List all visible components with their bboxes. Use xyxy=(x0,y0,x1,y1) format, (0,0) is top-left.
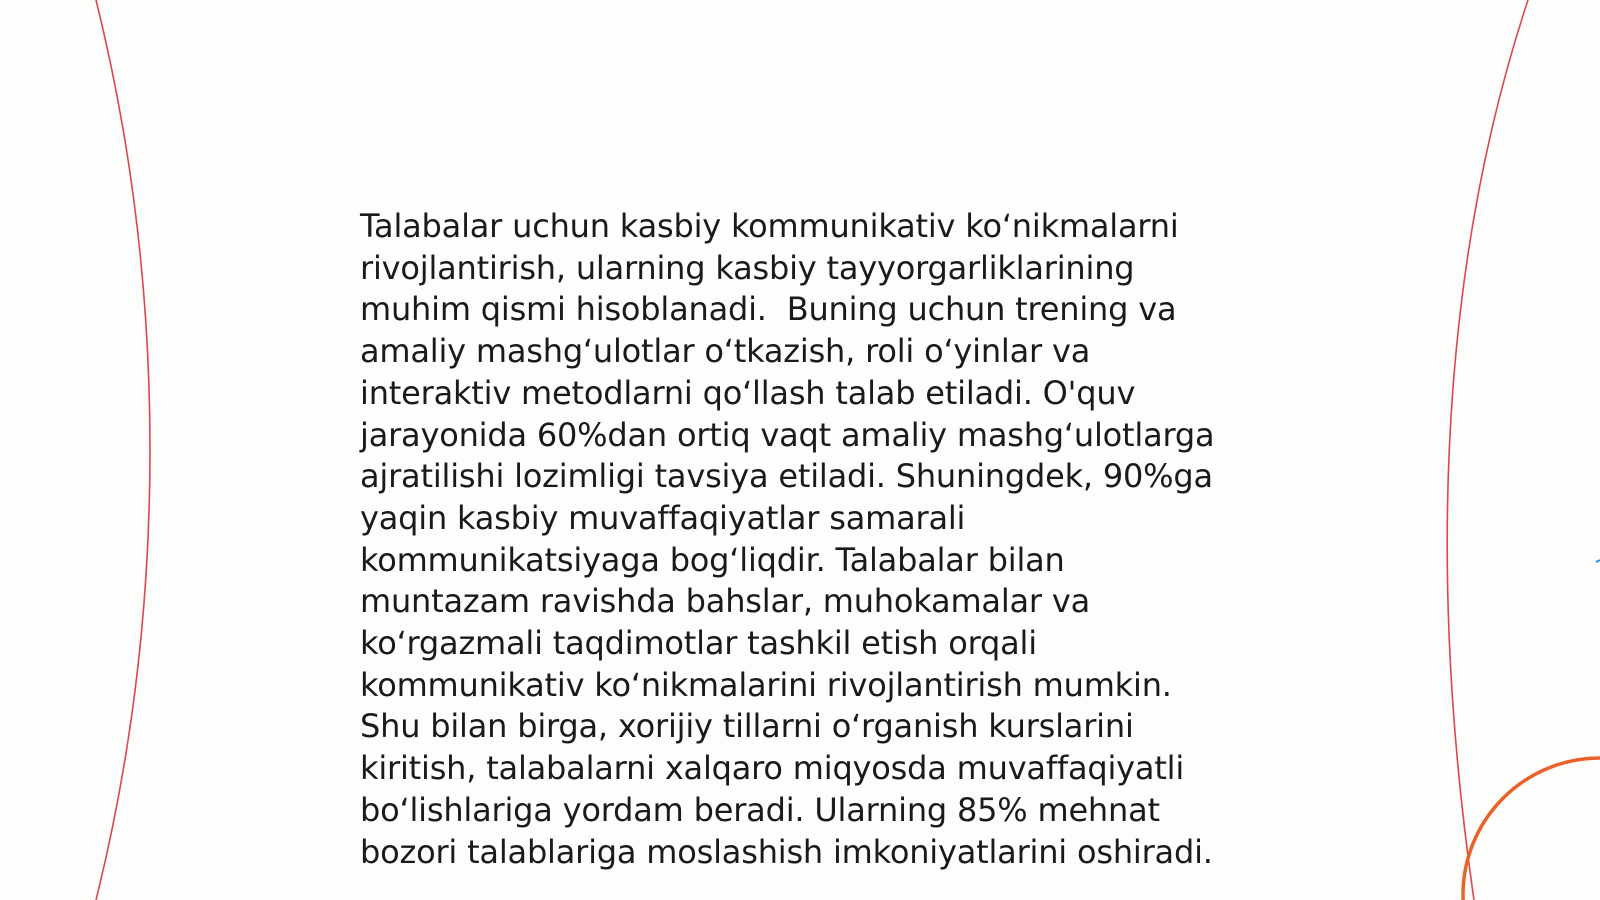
blue-tick-decoration xyxy=(1596,560,1600,562)
body-line: kommunikatsiyaga bogʻliqdir. Talabalar bilan xyxy=(360,540,1065,579)
body-line: yaqin kasbiy muvaffaqiyatlar samarali xyxy=(360,498,966,537)
body-line: kiritish, talabalarni xalqaro miqyosda muvaffaqiyatli xyxy=(360,749,1185,788)
body-line: amaliy mashgʻulotlar oʻtkazish, roli oʻyinlar va xyxy=(360,332,1091,371)
left-arc-line xyxy=(96,0,150,900)
body-line: rivojlantirish, ularning kasbiy tayyorgarliklarining xyxy=(360,248,1135,287)
body-line: Shu bilan birga, xorijiy tillarni oʻrganish kurslarini xyxy=(360,707,1134,746)
body-line: muntazam ravishda bahslar, muhokamalar va xyxy=(360,582,1091,621)
body-line: interaktiv metodlarni qoʻllash talab etiladi. O'quv xyxy=(360,373,1136,412)
body-line: ajratilishi lozimligi tavsiya etiladi. Shuningdek, 90%ga xyxy=(360,457,1213,496)
body-line: boʻlishlariga yordam beradi. Ularning 85% mehnat xyxy=(360,790,1160,829)
right-arc-line xyxy=(1447,0,1528,900)
body-line: muhim qismi hisoblanadi. Buning uchun trening va xyxy=(360,290,1177,329)
body-line: Talabalar uchun kasbiy kommunikativ koʻnikmalarni xyxy=(360,207,1179,245)
body-line: kommunikativ koʻnikmalarini rivojlantirish mumkin. xyxy=(360,665,1172,704)
slide-body-text xyxy=(360,206,1260,873)
orange-ring-decoration xyxy=(1463,758,1600,900)
body-line: jarayonida 60%dan ortiq vaqt amaliy mashgʻulotlarga xyxy=(360,415,1215,454)
body-line: koʻrgazmali taqdimotlar tashkil etish orqali xyxy=(360,624,1037,663)
body-line: bozori talablariga moslashish imkoniyatlarini oshiradi. xyxy=(360,832,1213,871)
